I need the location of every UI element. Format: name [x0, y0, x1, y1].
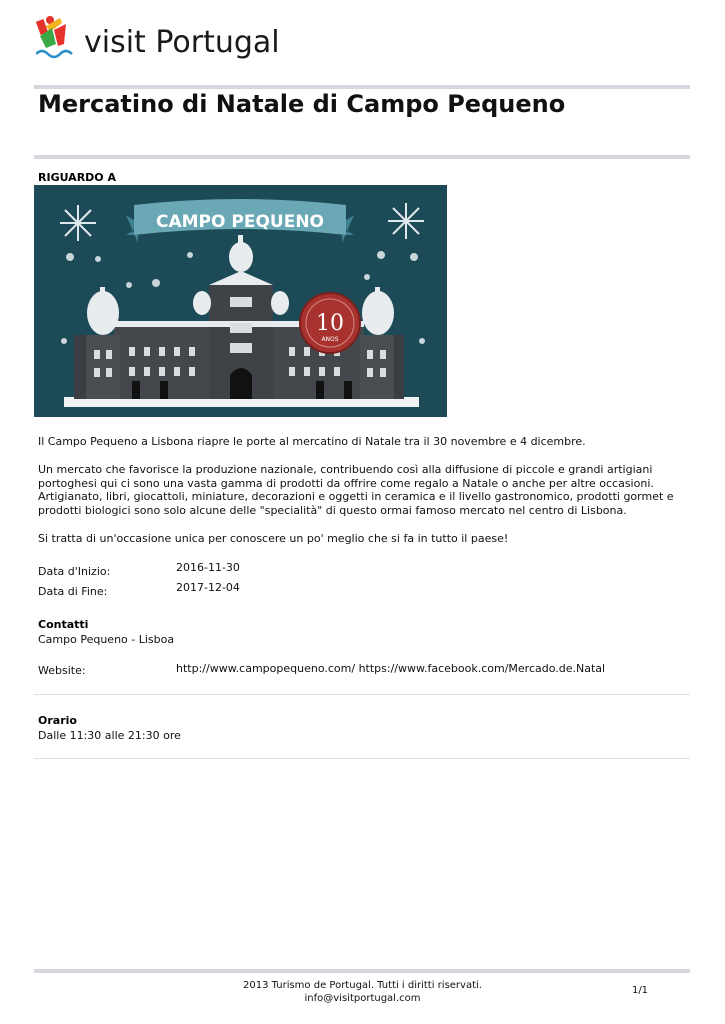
- start-date-value: 2016-11-30: [176, 561, 240, 574]
- website-link[interactable]: http://www.campopequeno.com/ https://www.facebook.com/Mercado.de.Natal: [176, 662, 606, 675]
- event-image: [34, 185, 447, 417]
- end-date-label: Data di Fine:: [38, 585, 108, 598]
- description-paragraph-2: Un mercato che favorisce la produzione nazionale, contribuendo così alla diffusione di piccole e grandi artigiani portoghesi qui ci sono una vasta gamma di prodotti da offrire come regalo a Natale o anche per altre occasioni. Artigianato, libri, giocattoli, miniature, decorazioni e oggetti in ceramica e il livello gastronomico, prodotti gormet e prodotti biologici sono solo alcune delle "specialità" di questo ormai famoso mercato nel centro di Lisbona.: [38, 463, 674, 517]
- banner-text: CAMPO PEQUENO: [156, 212, 324, 232]
- contacts-divider: [34, 694, 690, 695]
- snowflake-icon: [388, 203, 424, 239]
- visitportugal-logo[interactable]: [36, 14, 336, 76]
- badge-number: 10: [316, 311, 344, 336]
- start-date-label: Data d'Inizio:: [38, 565, 111, 578]
- footer-email[interactable]: info@visitportugal.com: [304, 993, 421, 1004]
- description-paragraph-3: Si tratta di un'occasione unica per conoscere un po' meglio che si fa in tutto il paese!: [38, 532, 509, 545]
- website-label: Website:: [38, 664, 86, 677]
- logo-mark-icon: [36, 16, 72, 57]
- end-date-value: 2017-12-04: [176, 581, 240, 594]
- hours-divider: [34, 758, 690, 759]
- description-paragraph-1: Il Campo Pequeno a Lisbona riapre le porte al mercatino di Natale tra il 30 novembre e 4 dicembre.: [38, 435, 586, 448]
- hours-heading: Orario: [38, 714, 77, 727]
- hours-value: Dalle 11:30 alle 21:30 ore: [38, 729, 181, 742]
- footer-divider: [34, 969, 690, 973]
- snowflake-icon: [60, 205, 96, 241]
- about-heading: RIGUARDO A: [38, 171, 116, 184]
- page-title: Mercatino di Natale di Campo Pequeno: [38, 90, 566, 118]
- logo-svg: [36, 14, 336, 76]
- contact-place: Campo Pequeno - Lisboa: [38, 633, 175, 646]
- contacts-heading: Contatti: [38, 618, 89, 631]
- anniversary-badge: [300, 293, 360, 353]
- badge-text: ANOS: [321, 336, 339, 343]
- header-divider: [34, 85, 690, 89]
- title-divider: [34, 155, 690, 159]
- page-number: 1/1: [631, 985, 649, 996]
- event-illustration: [34, 185, 447, 417]
- logo-wordmark: visit Portugal: [84, 25, 280, 60]
- footer-copyright: 2013 Turismo de Portugal. Tutti i diritti riservati.: [243, 980, 482, 991]
